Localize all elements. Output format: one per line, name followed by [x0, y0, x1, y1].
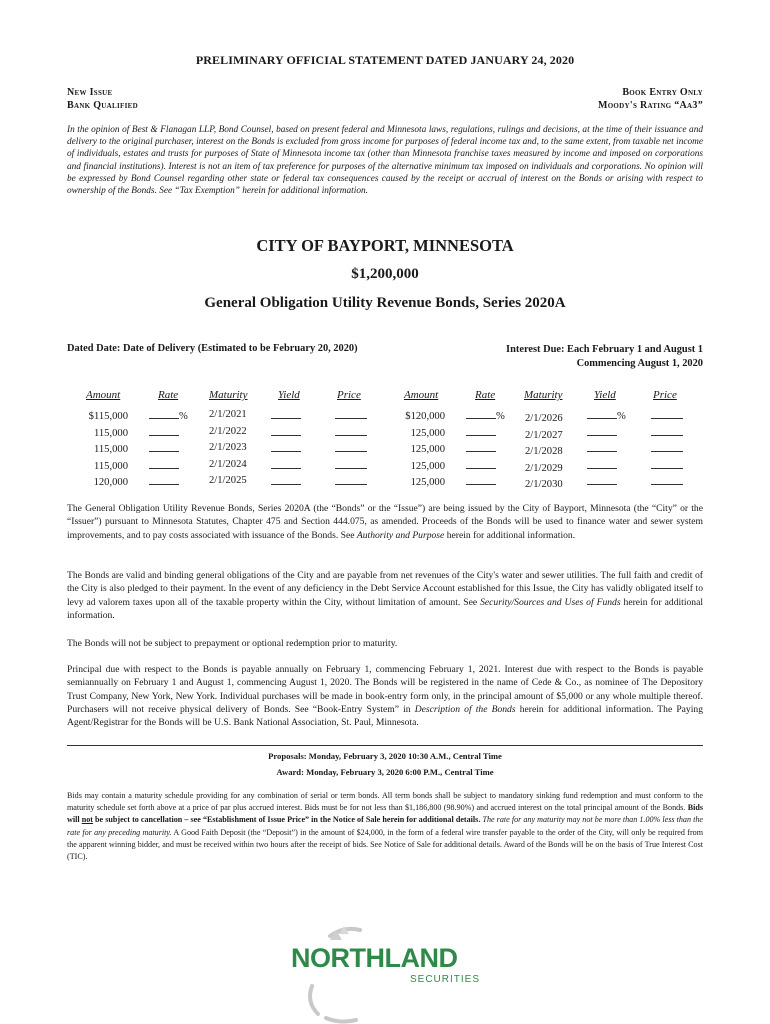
header-price-right: Price: [653, 389, 677, 401]
yield-blank: [587, 459, 617, 469]
purpose-text: The General Obligation Utility Revenue Bonds, Series 2020A (the “Bonds” or the “Issue”) are being issued by the City of Bayport, Minnesota (the “City” or the “Issuer”) pursuant to Minnesota Statutes, Chapter 475 and Section 444.075, as amended. Proceeds of the Bonds will be used to finance water and sewer system improvements, and to pay costs associated with issuance of the Bonds. See: [67, 503, 703, 541]
rate-blank: [466, 459, 496, 469]
price-blank: [651, 475, 683, 485]
left-maturity-column: [209, 407, 247, 490]
northland-wordmark: NORTHLAND: [291, 943, 458, 973]
yield-blank: [587, 442, 617, 452]
price-blank-row: [651, 426, 683, 443]
maturity-date: 2/1/2025: [209, 475, 247, 487]
maturity-amount: 125,000: [410, 460, 445, 472]
header-amount-right: Amount: [404, 389, 439, 401]
new-issue-label: [67, 87, 113, 98]
series-title: General Obligation Utility Revenue Bonds, Series 2020A: [204, 295, 566, 311]
maturity-date: 2/1/2026: [525, 413, 563, 424]
rate-blank: [149, 459, 179, 469]
security-text-end: herein for additional information.: [67, 596, 704, 621]
rate-blank: [466, 426, 496, 436]
maturity-date: 2/1/2030: [525, 479, 563, 491]
rate-blank: [466, 442, 496, 452]
rate-blank-row: [149, 459, 199, 476]
maturity-amount: 115,000: [93, 444, 128, 456]
left-amount-column: [67, 409, 128, 492]
price-blank-row: [335, 459, 367, 476]
right-amount-column: [385, 409, 445, 492]
redemption-paragraph: The Bonds will not be subject to prepayment or optional redemption prior to maturity.: [67, 638, 398, 649]
rate-blank: [466, 475, 496, 485]
yield-blank-row: [271, 475, 301, 492]
percent-sign: %: [496, 411, 505, 422]
bank-qualified-text: Bank Qualified: [67, 100, 138, 111]
price-blank: [651, 459, 683, 469]
payment-text: Principal due with respect to the Bonds is payable annually on February 1, commencing February 1, 2021. Interest due with respect to the Bonds is payable semiannually on February 1 and August 1, commencing August 1, 2020. The Bonds will be registered in the name of Cede & Co., as nominee of The Depository Trust Company, New York, New York. Individual purchases will be made in book-entry form only, in the principal amount of $5,000 or any whole multiple thereof. Purchasers will not receive physical delivery of Bonds. See “Book-Entry System” in: [67, 664, 703, 715]
left-price-column: [335, 409, 367, 492]
bids-bold-start: Bids will: [67, 803, 703, 825]
bids-paragraph: [67, 790, 703, 863]
maturity-date: 2/1/2023: [209, 442, 247, 454]
header-maturity-right: Maturity: [524, 389, 563, 401]
payment-text-end: herein for additional information. The Paying Agent/Registrar for the Bonds will be U.S. Bank National Association, St. Paul, Minnesota.: [67, 703, 703, 729]
yield-blank: [271, 459, 301, 469]
award-line: Award: Monday, February 3, 2020 6:00 P.M., Central Time: [276, 767, 494, 777]
maturity-amount: $115,000: [88, 411, 128, 422]
section-divider: [67, 745, 703, 746]
maturity-amount: 125,000: [410, 477, 445, 489]
price-blank: [651, 442, 683, 452]
bids-rate-rule: The rate for any maturity may not be more than 1.00% less than the rate for any preceding maturity.: [67, 815, 703, 837]
percent-sign: %: [617, 411, 626, 422]
yield-blank: [587, 426, 617, 436]
interest-due-line1: Interest Due: Each February 1 and August 1: [506, 344, 703, 355]
bids-text: Bids may contain a maturity schedule providing for any combination of serial or term bonds. All term bonds shall be subject to mandatory sinking fund redemption and must conform to the maturity schedule set forth above at a price of par plus accrued interest. Bids must be for not less than $1,186,800 (98.90%) and accrued interest on the total principal amount of the Bonds.: [67, 791, 703, 813]
maturity-date: 2/1/2022: [209, 425, 247, 437]
rate-blank: [149, 409, 179, 419]
rate-blank-row: [466, 459, 516, 476]
proposals-line: Proposals: Monday, February 3, 2020 10:30 A.M., Central Time: [268, 751, 502, 761]
yield-blank-row: [271, 459, 301, 476]
rate-blank-row: [466, 442, 516, 459]
payment-paragraph: [67, 663, 703, 729]
price-blank-row: [335, 426, 367, 443]
rate-blank-row: [466, 426, 516, 443]
right-maturity-column: [525, 411, 563, 494]
left-rate-column: [149, 409, 199, 492]
maturity-date: 2/1/2024: [209, 458, 247, 470]
yield-blank: [271, 442, 301, 452]
yield-blank: [271, 409, 301, 419]
maturity-amount: 120,000: [93, 477, 128, 489]
price-blank-row: [651, 475, 683, 492]
yield-blank: [587, 409, 617, 419]
purpose-paragraph: [67, 502, 703, 542]
header-rate-right: Rate: [475, 389, 496, 401]
book-entry-label: [622, 87, 703, 98]
bids-text-end: A Good Faith Deposit (the “Deposit”) in the amount of $24,000, in the form of a federal wire transfer payable to the order of the City, will only be required from the apparent winning bidder, and must be received within two hours after the receipt of bids. See Notice of Sale for additional details. Award of the Bonds will be on the basis of True Interest Cost (TIC).: [67, 827, 703, 862]
yield-blank-row: [587, 475, 637, 492]
new-issue-text: New Issue: [67, 87, 113, 98]
rate-blank-row: [149, 409, 199, 426]
price-blank-row: [651, 409, 683, 426]
price-blank-row: [335, 475, 367, 492]
price-blank: [651, 409, 683, 419]
authority-purpose-reference: Authority and Purpose: [356, 529, 445, 541]
header-price-left: Price: [337, 389, 361, 401]
maturity-date: 2/1/2027: [525, 429, 563, 441]
rate-blank: [149, 442, 179, 452]
price-blank: [335, 459, 367, 469]
rate-blank-row: [466, 475, 516, 492]
preliminary-heading: PRELIMINARY OFFICIAL STATEMENT DATED JANUARY 24, 2020: [195, 53, 575, 67]
maturity-date: 2/1/2029: [525, 462, 563, 474]
securities-wordmark: SECURITIES: [410, 974, 481, 985]
security-text: The Bonds are valid and binding general obligations of the City and are payable from net revenues of the City's water and sewer utilities. The full faith and credit of the City is also pledged to their payment. In the event of any deficiency in the Debt Service Account established for this Issue, the City has validly obligated itself to levy ad valorem taxes upon all of the taxable property within the City, without limitation of amount. See: [67, 570, 703, 608]
maturity-amount: 125,000: [410, 427, 445, 439]
price-blank: [335, 475, 367, 485]
price-blank: [651, 426, 683, 436]
maturity-amount: 125,000: [410, 444, 445, 456]
maturity-date: 2/1/2028: [525, 446, 563, 458]
tax-opinion-paragraph: In the opinion of Best & Flanagan LLP, Bond Counsel, based on present federal and Minnesota laws, regulations, rulings and decisions, at the time of their issuance and delivery to the original purchaser, interest on the Bonds is excluded from gross income for purposes of federal income tax and, to the same extent, from taxable net income of individuals, estates and trusts for purposes of State of Minnesota income tax (other than Minnesota franchise taxes measured by income and imposed on corporations and financial institutions). Interest is not an item of tax preference for purposes of the alternative minimum tax imposed on individuals and corporations. No opinion will be expressed by Bond Counsel regarding other state or federal tax consequences caused by the receipt or accrual of interest on the Bonds or arising with respect to ownership of the Bonds. See “Tax Exemption” herein for additional information.: [67, 125, 703, 197]
right-yield-column: [587, 409, 637, 492]
maturity-amount: $120,000: [405, 411, 445, 422]
issuer-title: CITY OF BAYPORT, MINNESOTA: [256, 236, 514, 255]
issue-amount-title: $1,200,000: [351, 266, 419, 282]
price-blank: [335, 442, 367, 452]
interest-due: [506, 343, 703, 371]
rating-label: [598, 100, 703, 111]
yield-blank: [271, 475, 301, 485]
maturity-amount: 115,000: [93, 427, 128, 439]
price-blank-row: [651, 459, 683, 476]
header-yield-left: Yield: [278, 389, 300, 401]
rate-blank-row: [149, 442, 199, 459]
rate-blank-row: [149, 426, 199, 443]
price-blank: [335, 409, 367, 419]
header-maturity-left: Maturity: [209, 389, 248, 401]
yield-blank-row: [271, 442, 301, 459]
description-bonds-reference: Description of the Bonds: [414, 703, 516, 715]
rate-blank-row: [466, 409, 516, 426]
header-rate-left: Rate: [158, 389, 179, 401]
rate-blank: [466, 409, 496, 419]
header-amount-left: Amount: [86, 389, 121, 401]
book-entry-text: Book Entry Only: [622, 87, 703, 98]
yield-blank-row: [587, 426, 637, 443]
yield-blank-row: [271, 426, 301, 443]
yield-blank: [271, 426, 301, 436]
rate-blank: [149, 475, 179, 485]
percent-sign: %: [179, 411, 188, 422]
bids-not-underlined: not: [81, 815, 93, 825]
price-blank-row: [335, 409, 367, 426]
purpose-text-end: herein for additional information.: [444, 529, 576, 541]
bids-bold-end: be subject to cancellation – see “Establishment of Issue Price” in the Notice of Sale herein for additional details.: [92, 815, 481, 825]
yield-blank-row: [587, 459, 637, 476]
security-sources-reference: Security/Sources and Uses of Funds: [480, 596, 621, 608]
maturity-date: 2/1/2021: [209, 409, 247, 420]
yield-blank-row: [271, 409, 301, 426]
maturity-amount: 115,000: [93, 460, 128, 472]
rating-text: Moody's Rating “Aa3”: [597, 100, 703, 111]
price-blank: [335, 426, 367, 436]
left-yield-column: [271, 409, 301, 492]
yield-blank: [587, 475, 617, 485]
header-yield-right: Yield: [594, 389, 616, 401]
right-price-column: [651, 409, 683, 492]
bank-qualified-label: [67, 100, 138, 111]
interest-due-line2: Commencing August 1, 2020: [576, 358, 703, 369]
rate-blank-row: [149, 475, 199, 492]
right-rate-column: [466, 409, 516, 492]
rate-blank: [149, 426, 179, 436]
price-blank-row: [651, 442, 683, 459]
price-blank-row: [335, 442, 367, 459]
security-paragraph: [67, 569, 703, 622]
yield-blank-row: [587, 409, 637, 426]
dated-date: Dated Date: Date of Delivery (Estimated to be February 20, 2020): [67, 343, 358, 354]
yield-blank-row: [587, 442, 637, 459]
